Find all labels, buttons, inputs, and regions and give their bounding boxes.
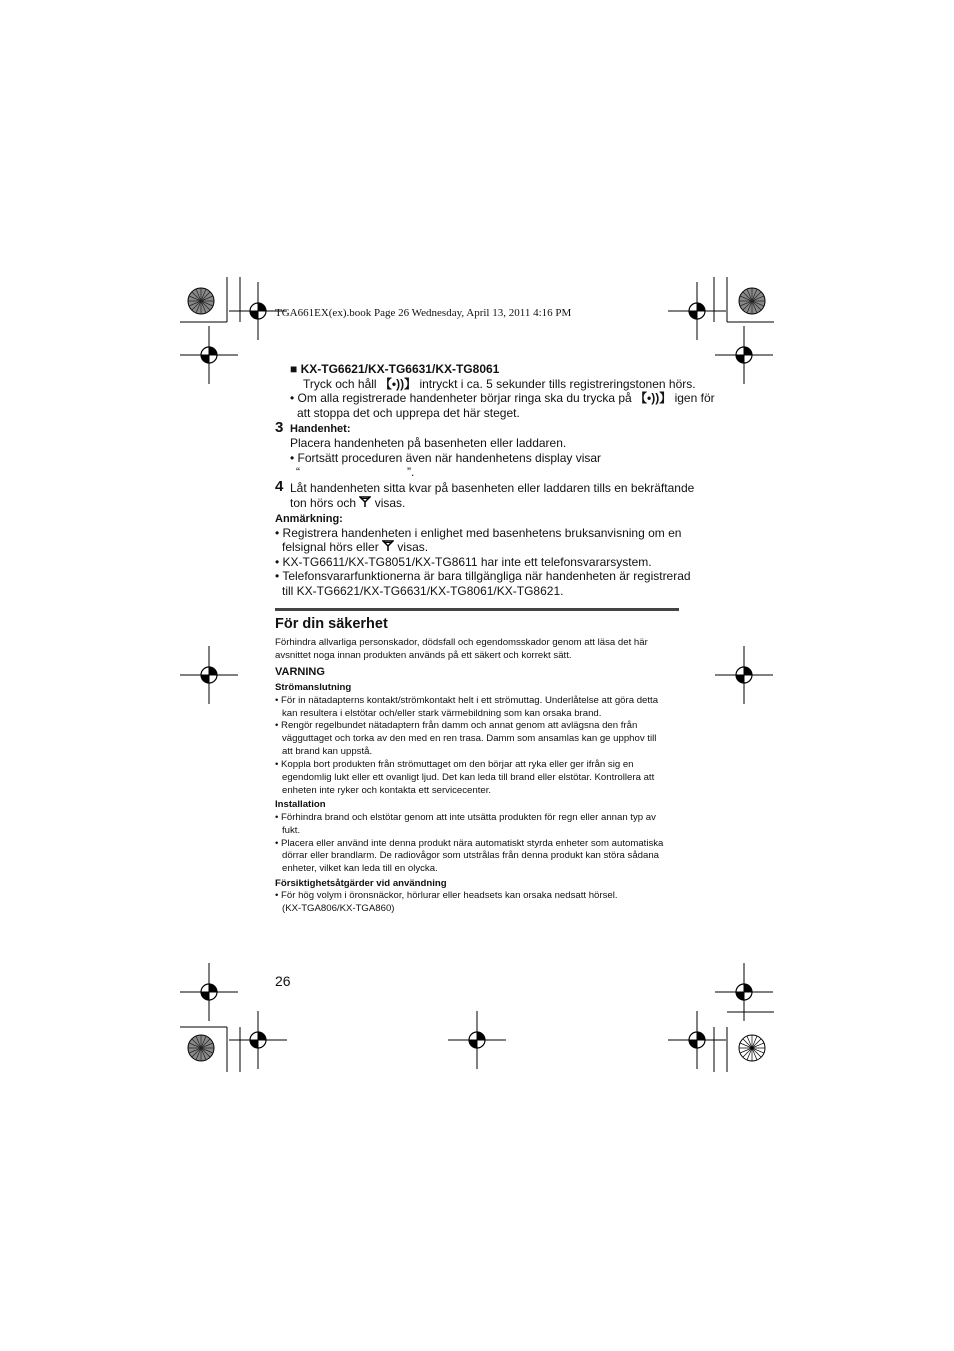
power-line: egendomlig lukt eller ett ovanligt ljud. Det kan leda till brand eller elstötar. Kontrollera att: [282, 772, 655, 783]
intercom-key-icon: 【•))】: [379, 377, 417, 391]
install-line: fukt.: [282, 825, 301, 836]
square-bullet: ■: [290, 362, 298, 376]
note-heading: Anmärkning:: [275, 513, 343, 525]
step3-label: Handenhet:: [290, 423, 351, 435]
page-number: 26: [275, 973, 291, 989]
install-line: • Placera eller använd inte denna produkt nära automatiskt styrda enheter som automatiska: [275, 838, 664, 849]
quote-close: ”.: [407, 465, 415, 479]
intro-line: Förhindra allvarliga personskador, dödsfall och egendomsskador genom att läsa det här: [275, 637, 648, 648]
install-heading: Installation: [275, 799, 326, 810]
power-line: att brand kan uppstå.: [282, 746, 373, 757]
step-number-4: 4: [275, 478, 284, 495]
caution-line: (KX-TGA806/KX-TGA860): [282, 903, 395, 914]
instruction-text-1: Tryck och håll: [303, 377, 380, 391]
note-line: • Registrera handenheten i enlighet med basenhetens bruksanvisning om en: [275, 526, 682, 540]
section-divider: [275, 608, 679, 611]
power-line: • Koppla bort produkten från strömuttaget om den börjar att ryka eller ger ifrån sig en: [275, 759, 634, 770]
step3-line: Placera handenheten på basenheten eller laddaren.: [290, 436, 567, 450]
caution-heading: Försiktighetsåtgärder vid användning: [275, 878, 447, 889]
caution-line: • För hög volym i öronsnäckor, hörlurar eller headsets kan orsaka nedsatt hörsel.: [275, 890, 618, 901]
note-text-b: visas.: [394, 540, 429, 554]
instruction-line: [303, 377, 696, 391]
power-line: enheten inte ryker och kontakta ett servicecenter.: [282, 785, 492, 796]
step4-line-2: [290, 496, 405, 510]
antenna-icon: [382, 540, 394, 551]
note-text-a: felsignal hörs eller: [282, 540, 383, 554]
bullet-line: [290, 391, 715, 405]
bullet-line-cont: att stoppa det och upprepa det här steget.: [297, 406, 520, 420]
models-heading: [290, 362, 499, 376]
power-heading: Strömanslutning: [275, 682, 352, 693]
step4-text-b: visas.: [371, 496, 406, 510]
instruction-text-2: intryckt i ca. 5 sekunder tills registreringstonen hörs.: [416, 377, 696, 391]
bullet-text-1: • Om alla registrerade handenheter börjar ringa ska du trycka på: [290, 391, 636, 405]
models-heading-text: KX-TG6621/KX-TG6631/KX-TG8061: [300, 362, 500, 376]
print-header: TGA661EX(ex).book Page 26 Wednesday, April 13, 2011 4:16 PM: [275, 307, 572, 319]
power-line: • För in nätadapterns kontakt/strömkontakt helt i ett strömuttag. Underlåtelse att göra detta: [275, 695, 659, 706]
power-line: kan resultera i elstötar och/eller stark värmebildning som kan orsaka brand.: [282, 708, 602, 719]
quote-open: “: [296, 465, 300, 479]
power-line: vägguttaget och torka av den med en ren trasa. Damm som ansamlas kan ge upphov till: [282, 733, 657, 744]
step4-text-a: ton hörs och: [290, 496, 360, 510]
antenna-icon: [359, 496, 371, 507]
intro-line: avsnittet noga innan produkten används på ett säkert och korrekt sätt.: [275, 650, 572, 661]
note-line: till KX-TG6621/KX-TG6631/KX-TG8061/KX-TG8621.: [282, 584, 564, 598]
section-title: För din säkerhet: [275, 616, 388, 632]
step-number-3: 3: [275, 419, 284, 436]
bullet-text-2: igen för: [671, 391, 715, 405]
warning-heading: VARNING: [275, 666, 325, 678]
install-line: enheter, vilket kan leda till en olycka.: [282, 863, 438, 874]
intercom-key-icon: 【•))】: [635, 391, 672, 405]
note-line: • KX-TG6611/KX-TG8051/KX-TG8611 har inte ett telefonsvararsystem.: [275, 555, 652, 569]
step3-bullet: • Fortsätt proceduren även när handenhetens display visar: [290, 451, 602, 465]
step4-line: Låt handenheten sitta kvar på basenheten eller laddaren tills en bekräftande: [290, 481, 695, 495]
note-line: • Telefonsvararfunktionerna är bara tillgängliga när handenheten är registrerad: [275, 569, 691, 583]
install-line: • Förhindra brand och elstötar genom att inte utsätta produkten för regn eller annan typ av: [275, 812, 656, 823]
power-line: • Rengör regelbundet nätadaptern från damm och annat genom att avlägsna den från: [275, 720, 638, 731]
install-line: dörrar eller brandlarm. De radiovågor som utstrålas från denna produkt kan störa sådana: [282, 850, 660, 861]
note-line: [282, 540, 428, 554]
